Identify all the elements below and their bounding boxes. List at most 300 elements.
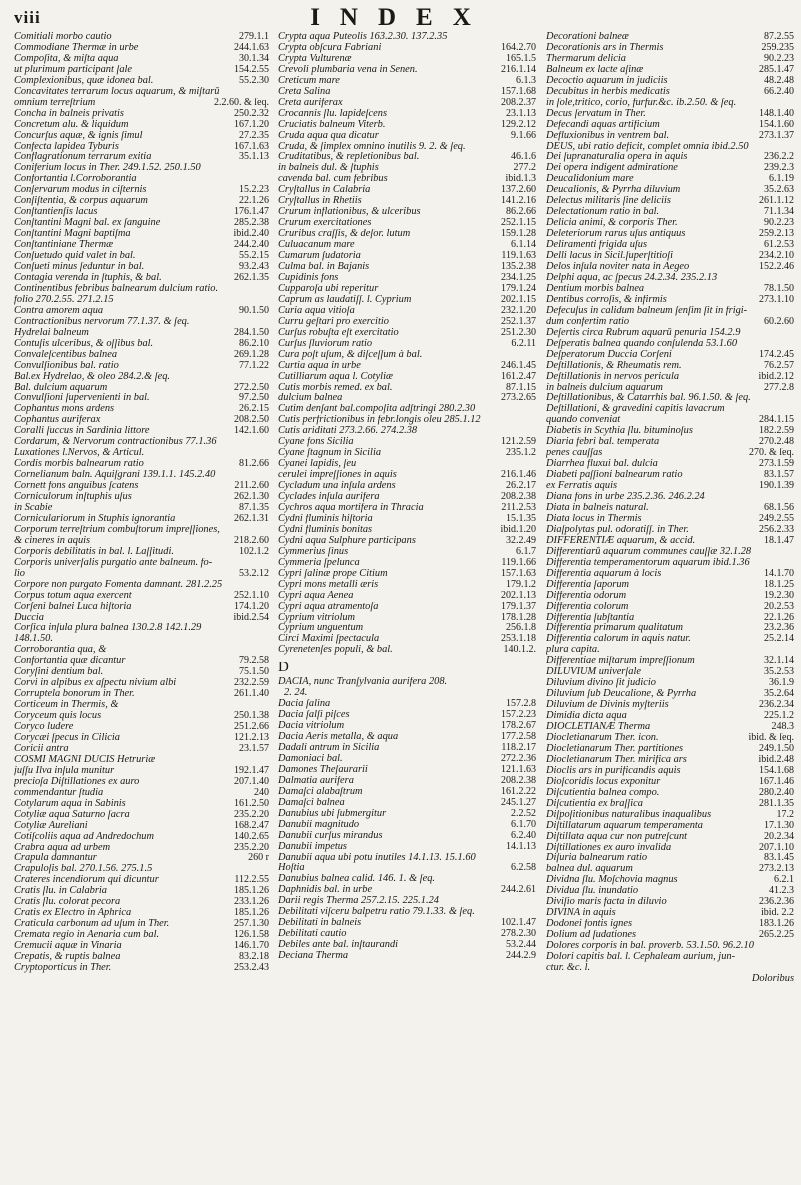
entry-reference: 261.1.12 bbox=[759, 196, 794, 207]
entry-term: Conflagrationum terrarum exitia bbox=[14, 152, 152, 163]
entry-term: Conſuetudo quid valet in bal. bbox=[14, 251, 136, 262]
entry-term: Deucalionis, & Pyrrha diluvium bbox=[546, 185, 681, 196]
index-entry bbox=[14, 98, 269, 109]
entry-reference: 61.2.53 bbox=[764, 240, 794, 251]
index-entry bbox=[278, 404, 536, 415]
entry-reference: 152.2.46 bbox=[759, 262, 794, 273]
index-entry bbox=[278, 536, 536, 547]
entry-reference: 285.1.47 bbox=[759, 64, 794, 75]
entry-term: Crevoli plumbaria vena in Senen. bbox=[278, 64, 418, 75]
entry-term: cavenda bal. cum febribus bbox=[278, 174, 388, 185]
index-entry bbox=[14, 755, 269, 766]
entry-term: dulcium balnea bbox=[278, 393, 343, 404]
entry-term: Decubitus in herbis medicatis bbox=[546, 86, 670, 97]
entry-term: Cremucii aquæ in Vinaria bbox=[14, 941, 122, 952]
entry-term: Diabetis in Scythia ſlu. bituminoſus bbox=[546, 426, 693, 437]
index-entry bbox=[14, 174, 269, 185]
index-entry bbox=[278, 459, 536, 470]
index-entry bbox=[14, 919, 269, 930]
entry-term: Circi Maximi ſpectacula bbox=[278, 634, 380, 645]
entry-reference: 46.1.6 bbox=[511, 152, 536, 163]
index-entry bbox=[278, 558, 536, 569]
index-entry bbox=[546, 273, 794, 284]
entry-reference: 261.1.40 bbox=[234, 689, 269, 700]
entry-reference: 262.1.30 bbox=[234, 492, 269, 503]
entry-term: Corticeum in Thermis, & bbox=[14, 700, 119, 711]
index-entry bbox=[278, 503, 536, 514]
entry-reference: 27.2.35 bbox=[239, 130, 269, 141]
index-entry bbox=[14, 437, 269, 448]
index-entry bbox=[278, 918, 536, 929]
index-entry bbox=[278, 142, 536, 153]
index-entry bbox=[278, 853, 536, 864]
entry-term: Conſervarum modus in ciſternis bbox=[14, 185, 147, 196]
entry-term: Cratis ex Electro in Aphrica bbox=[14, 908, 132, 919]
index-entry bbox=[278, 339, 536, 350]
index-entry bbox=[546, 98, 794, 109]
index-entry bbox=[278, 591, 536, 602]
index-entry bbox=[546, 196, 794, 207]
index-entry bbox=[546, 558, 794, 569]
entry-term: Dacia ſalſi piſces bbox=[278, 710, 350, 721]
entry-reference: 79.2.58 bbox=[239, 656, 269, 667]
entry-term: Conſtantiniane Thermæ bbox=[14, 240, 114, 251]
index-entry bbox=[14, 251, 269, 262]
entry-term: Cutis morbis remed. ex bal. bbox=[278, 382, 393, 393]
entry-reference: 6.1.3 bbox=[516, 75, 536, 86]
entry-term: Corporum terreſtrium combuſtorum impreſſiones, bbox=[14, 524, 220, 535]
entry-reference: ibid.2.12 bbox=[758, 371, 794, 382]
index-column-3 bbox=[546, 32, 794, 985]
entry-reference: 270. & ſeq. bbox=[749, 448, 794, 459]
entry-term: Cratis ſlu. colorat pecora bbox=[14, 897, 121, 908]
index-entry bbox=[546, 207, 794, 218]
index-entry bbox=[14, 875, 269, 886]
entry-term: Cophantus mons ardens bbox=[14, 404, 115, 415]
entry-term: Comitiali morbo cautio bbox=[14, 32, 112, 42]
index-entry bbox=[14, 131, 269, 142]
entry-reference: 161.2.47 bbox=[501, 371, 536, 382]
entry-reference: ibid.2.48 bbox=[758, 754, 794, 765]
entry-reference: 178.2.67 bbox=[501, 721, 536, 732]
index-entry bbox=[14, 229, 269, 240]
index-entry bbox=[546, 952, 794, 963]
entry-term: cerulei impreſſiones in aquis bbox=[278, 470, 397, 481]
index-entry bbox=[546, 437, 794, 448]
index-entry bbox=[546, 580, 794, 591]
index-entry bbox=[278, 262, 536, 273]
entry-term: Corporis debilitatis in bal. l. Laſſitudi. bbox=[14, 546, 174, 557]
index-entry bbox=[546, 481, 794, 492]
entry-reference: 202.1.15 bbox=[501, 294, 536, 305]
entry-term: Dentium morbis balnea bbox=[546, 283, 645, 294]
index-column-2 bbox=[278, 32, 536, 962]
entry-term: Debiles ante bal. inſtaurandi bbox=[278, 940, 399, 951]
entry-reference: 253.2.43 bbox=[234, 963, 269, 974]
entry-reference: 176.1.47 bbox=[234, 207, 269, 218]
entry-term: Differentia primarum qualitatum bbox=[546, 623, 684, 634]
entry-term: Cycladum una inſula ardens bbox=[278, 481, 396, 492]
entry-reference: 23.1.13 bbox=[506, 108, 536, 119]
entry-reference: 119.1.63 bbox=[501, 251, 536, 262]
entry-reference: 256.2.33 bbox=[759, 524, 794, 535]
index-entry bbox=[546, 810, 794, 821]
entry-reference: 253.1.18 bbox=[501, 634, 536, 645]
entry-reference: 77.1.22 bbox=[239, 360, 269, 371]
entry-reference: ibid.1.3 bbox=[505, 174, 536, 185]
entry-reference: 273.2.65 bbox=[501, 393, 536, 404]
entry-term: Diata locus in Thermis bbox=[546, 513, 642, 524]
entry-reference: 2.2.60. & ſeq. bbox=[214, 97, 269, 108]
entry-term: Delectationum ratio in bal. bbox=[546, 207, 660, 218]
index-entry bbox=[546, 43, 794, 54]
entry-reference: 93.2.43 bbox=[239, 262, 269, 273]
entry-term: Dei opera indigent admiratione bbox=[546, 163, 678, 174]
entry-reference: 216.1.46 bbox=[501, 470, 536, 481]
index-entry bbox=[14, 602, 269, 613]
entry-term: Cydni fluminis hiſtoria bbox=[278, 513, 373, 524]
entry-term: juſſu Ilva inſula munitur bbox=[14, 765, 115, 776]
entry-term: Defecuſus in calidum balneum ſenſim ſit in frigi- bbox=[546, 305, 748, 316]
entry-term: Diocletianarum Ther. partitiones bbox=[546, 743, 684, 754]
entry-term: Deucalidonium mare bbox=[546, 174, 634, 185]
entry-reference: 272.2.36 bbox=[501, 753, 536, 764]
entry-term: Dividua ſlu. inundatio bbox=[546, 886, 639, 897]
entry-term: Crypta obſcura Fabriani bbox=[278, 42, 382, 53]
entry-term: Differentia ſubſtantia bbox=[546, 612, 635, 623]
index-entry bbox=[278, 174, 536, 185]
index-entry bbox=[14, 580, 269, 591]
entry-reference: ibid. 2.2 bbox=[760, 908, 794, 919]
entry-reference: 87.1.35 bbox=[239, 502, 269, 513]
entry-reference: 35.2.64 bbox=[764, 689, 794, 700]
entry-reference: 249.1.50 bbox=[759, 743, 794, 754]
entry-term: Diocletianarum Ther. mirifica ars bbox=[546, 754, 687, 765]
entry-term: Debilitati cautio bbox=[278, 929, 347, 940]
entry-term: Dalmatia aurifera bbox=[278, 775, 354, 786]
entry-reference: 246.1.45 bbox=[501, 360, 536, 371]
entry-term: Compoſita, & miſta aqua bbox=[14, 53, 119, 64]
index-entry bbox=[278, 196, 536, 207]
entry-term: Cypri aqua atramentoſa bbox=[278, 601, 379, 612]
index-entry bbox=[546, 372, 794, 383]
entry-reference: 86.2.66 bbox=[506, 207, 536, 218]
entry-term: Corniculariorum in Stuphis ignorantia bbox=[14, 513, 176, 524]
entry-reference: 265.2.25 bbox=[759, 930, 794, 941]
index-entry bbox=[278, 569, 536, 580]
entry-term: Danubii aqua ubi potu inutiles 14.1.13. 15.1.60 bbox=[278, 852, 476, 863]
index-entry bbox=[278, 43, 536, 54]
entry-reference: 112.2.55 bbox=[234, 875, 269, 886]
index-entry bbox=[14, 799, 269, 810]
entry-term: in balneis dul. & ſtuphis bbox=[278, 163, 379, 174]
entry-term: Dioſcoridis locus exponitur bbox=[546, 776, 661, 787]
index-entry bbox=[14, 393, 269, 404]
index-entry bbox=[278, 470, 536, 481]
index-entry bbox=[546, 240, 794, 251]
index-entry bbox=[546, 799, 794, 810]
entry-term: Dentibus corroſis, & infirmis bbox=[546, 294, 667, 305]
index-entry bbox=[14, 404, 269, 415]
index-entry bbox=[278, 152, 536, 163]
index-entry bbox=[14, 908, 269, 919]
entry-reference: 157.1.63 bbox=[501, 568, 536, 579]
index-entry bbox=[546, 328, 794, 339]
entry-term: Cryſtallus in Rhetiis bbox=[278, 196, 362, 207]
entry-reference: 6.1.19 bbox=[769, 174, 794, 185]
entry-term: omnium terreſtrium bbox=[14, 97, 96, 108]
entry-term: DIVINA in aquis bbox=[546, 908, 616, 919]
entry-reference: 262.1.31 bbox=[234, 513, 269, 524]
entry-reference: 157.1.68 bbox=[501, 86, 536, 97]
entry-term: Cymmerius ſinus bbox=[278, 546, 349, 557]
entry-term: Cumarum ſudatoria bbox=[278, 251, 361, 262]
entry-term: Curſus ſluviorum ratio bbox=[278, 338, 373, 349]
entry-term: Corvi in alpibus ex aſpectu nivium albi bbox=[14, 678, 177, 689]
entry-reference: 234.1.25 bbox=[501, 272, 536, 283]
index-entry bbox=[546, 591, 794, 602]
index-entry bbox=[278, 98, 536, 109]
entry-reference: 174.2.45 bbox=[759, 349, 794, 360]
entry-term: Cutilliarum aqua l. Cotyliæ bbox=[278, 371, 393, 382]
entry-term: Corroborantia qua, & bbox=[14, 645, 107, 656]
entry-reference: 174.1.20 bbox=[234, 601, 269, 612]
entry-reference: 6.2.40 bbox=[511, 830, 536, 841]
entry-term: Deſertis circa Rubrum aquarū penuria 154.2.9 bbox=[546, 327, 741, 338]
entry-term: Cydni aqua Sulphure participans bbox=[278, 535, 416, 546]
entry-reference: 6.2.58 bbox=[511, 863, 536, 874]
entry-reference: 250.1.38 bbox=[234, 711, 269, 722]
entry-term: & cineres in aquis bbox=[14, 535, 91, 546]
entry-reference: 244.2.9 bbox=[506, 951, 536, 962]
entry-reference: 6.1.14 bbox=[511, 240, 536, 251]
entry-reference: 20.2.34 bbox=[764, 831, 794, 842]
entry-reference: 66.2.40 bbox=[764, 86, 794, 97]
entry-term: Conſiſtentia, & corpus aquarum bbox=[14, 196, 148, 207]
index-entry bbox=[14, 262, 269, 273]
entry-term: quando conveniat bbox=[546, 415, 621, 426]
entry-term: Diviſio maris facta in diluvio bbox=[546, 897, 667, 908]
entry-reference: 154.2.55 bbox=[234, 64, 269, 75]
entry-term: Delicia animi, & corporis Ther. bbox=[546, 218, 678, 229]
entry-term: Damaſci alabaſtrum bbox=[278, 786, 363, 797]
entry-term: Contuſis ulceribus, & oſſibus bal. bbox=[14, 338, 154, 349]
index-entry bbox=[278, 109, 536, 120]
index-entry bbox=[546, 503, 794, 514]
index-entry bbox=[546, 832, 794, 843]
entry-term: Cypri ſalinæ prope Citium bbox=[278, 568, 388, 579]
entry-reference: 259.235 bbox=[761, 42, 794, 53]
entry-term: Diaria febri bal. temperata bbox=[546, 437, 660, 448]
entry-reference: 71.1.34 bbox=[764, 207, 794, 218]
index-entry bbox=[546, 853, 794, 864]
entry-term: precioſa Diſtillationes ex auro bbox=[14, 776, 140, 787]
entry-reference: 235.2.20 bbox=[234, 842, 269, 853]
entry-term: Deſtillationibus, & Catarrhis bal. 96.1.50. & ſeq. bbox=[546, 393, 751, 404]
index-entry bbox=[278, 732, 536, 743]
page-title: INDEX bbox=[310, 4, 491, 31]
entry-term: Defluxionibus in ventrem bal. bbox=[546, 130, 670, 141]
index-entry bbox=[546, 864, 794, 875]
entry-term: Crapula damnantur bbox=[14, 853, 97, 864]
index-entry bbox=[14, 733, 269, 744]
entry-reference: 208.2.50 bbox=[234, 415, 269, 426]
index-entry bbox=[546, 262, 794, 273]
entry-reference: 236.2.36 bbox=[759, 897, 794, 908]
entry-term: Diata in balneis natural. bbox=[546, 502, 649, 513]
entry-term: Cotiſcoliis aqua ad Andredochum bbox=[14, 831, 154, 842]
entry-term: Daphnidis bal. in urbe bbox=[278, 885, 373, 896]
entry-term: Coniferium locus in Ther. 249.1.52. 250.1.50 bbox=[14, 163, 201, 174]
entry-reference: 118.2.17 bbox=[501, 743, 536, 753]
entry-term: Crypta aqua Puteolis 163.2.30. 137.2.35 bbox=[278, 32, 448, 42]
entry-reference: 179.1.37 bbox=[501, 601, 536, 612]
entry-term: Corſica inſula plura balnea 130.2.8 142.1.29 bbox=[14, 623, 202, 634]
index-entry bbox=[546, 941, 794, 952]
index-entry bbox=[546, 32, 794, 43]
entry-term: Debilitati in balneis bbox=[278, 918, 362, 929]
entry-reference: 273.1.10 bbox=[759, 294, 794, 305]
entry-term: Diarrhea fluxui bal. dulcia bbox=[546, 459, 658, 470]
entry-reference: 252.1.37 bbox=[501, 316, 536, 327]
entry-reference: 25.2.14 bbox=[764, 634, 794, 645]
index-entry bbox=[14, 32, 269, 43]
entry-reference: 41.2.3 bbox=[769, 886, 794, 897]
entry-reference: 277.2.8 bbox=[764, 382, 794, 393]
index-entry bbox=[546, 634, 794, 645]
index-entry bbox=[278, 613, 536, 624]
entry-term: Corſeni balnei Luca hiſtoria bbox=[14, 601, 132, 612]
entry-term: Bal.ex Hydrelao, & oleo 284.2.& ſeq. bbox=[14, 371, 171, 382]
entry-reference: 48.2.48 bbox=[764, 75, 794, 86]
entry-reference: 129.2.12 bbox=[501, 119, 536, 130]
index-entry bbox=[278, 743, 536, 754]
index-entry bbox=[278, 547, 536, 558]
entry-term: Diſcutientia balnea compo. bbox=[546, 787, 660, 798]
entry-term: ut plurimum participant ſale bbox=[14, 64, 133, 75]
index-entry bbox=[278, 328, 536, 339]
index-entry bbox=[546, 700, 794, 711]
entry-reference: 161.2.22 bbox=[501, 786, 536, 797]
index-entry bbox=[546, 536, 794, 547]
entry-reference: 218.2.60 bbox=[234, 535, 269, 546]
index-entry bbox=[278, 87, 536, 98]
index-entry bbox=[14, 109, 269, 120]
index-entry bbox=[278, 295, 536, 306]
entry-reference: 167.1.46 bbox=[759, 776, 794, 787]
entry-reference: 167.1.63 bbox=[234, 141, 269, 152]
index-entry bbox=[546, 350, 794, 361]
entry-reference: 102.1.47 bbox=[501, 918, 536, 929]
index-entry bbox=[546, 306, 794, 317]
index-entry bbox=[546, 284, 794, 295]
entry-term: Damones Theſaurarii bbox=[278, 764, 368, 775]
index-entry bbox=[14, 87, 269, 98]
page-number: viii bbox=[14, 8, 41, 27]
index-entry bbox=[546, 393, 794, 404]
index-entry bbox=[14, 864, 269, 875]
entry-term: Differentia calorum in aquis natur. bbox=[546, 634, 691, 645]
entry-term: Corruptela bonorum in Ther. bbox=[14, 689, 135, 700]
entry-term: Deliramenti frigida uſus bbox=[546, 240, 648, 251]
index-entry bbox=[278, 787, 536, 798]
index-entry bbox=[546, 733, 794, 744]
entry-term: 148.1.50. bbox=[14, 634, 53, 645]
entry-term: Danubii impetus bbox=[278, 841, 347, 852]
index-entry bbox=[14, 361, 269, 372]
entry-term: Culuacanum mare bbox=[278, 240, 355, 251]
entry-reference: 17.2 bbox=[776, 809, 794, 820]
entry-term: Dolium ad ſudationes bbox=[546, 930, 637, 941]
entry-term: Crabra aqua ad urbem bbox=[14, 842, 111, 853]
index-entry bbox=[14, 711, 269, 722]
index-entry bbox=[546, 963, 794, 974]
entry-term: Conſtantini Magni bal. ex ſanguine bbox=[14, 218, 161, 229]
entry-term: Cruribus craſſis, & deſor. lutum bbox=[278, 229, 411, 240]
entry-term: Decorationis ars in Thermis bbox=[546, 42, 664, 53]
index-entry bbox=[546, 109, 794, 120]
index-entry bbox=[546, 886, 794, 897]
entry-reference: 249.2.55 bbox=[759, 513, 794, 524]
index-entry bbox=[278, 448, 536, 459]
entry-term: Concha in balneis privatis bbox=[14, 108, 124, 119]
entry-term: Cratis ſlu. in Calabria bbox=[14, 886, 107, 897]
entry-reference: ibid. & ſeq. bbox=[748, 733, 794, 743]
entry-reference: 207.1.40 bbox=[234, 776, 269, 787]
entry-reference: 53.2.12 bbox=[239, 568, 269, 579]
index-entry bbox=[14, 207, 269, 218]
entry-reference: 190.1.39 bbox=[759, 481, 794, 492]
index-entry bbox=[546, 843, 794, 854]
entry-reference: 15.1.35 bbox=[506, 513, 536, 524]
entry-term: Differentiae miſtarum impreſſionum bbox=[546, 656, 695, 667]
entry-reference: 244.2.40 bbox=[234, 240, 269, 251]
entry-term: Danubii magnitudo bbox=[278, 819, 360, 830]
entry-term: Dacia vitriolum bbox=[278, 721, 345, 732]
index-entry bbox=[14, 613, 269, 624]
index-entry bbox=[546, 744, 794, 755]
entry-reference: 121.2.59 bbox=[501, 437, 536, 448]
entry-term: Cotyliæ aqua Saturno ſacra bbox=[14, 809, 130, 820]
index-entry bbox=[546, 974, 794, 985]
index-entry bbox=[14, 744, 269, 755]
entry-term: Cryptoporticus in Ther. bbox=[14, 963, 112, 974]
index-entry bbox=[14, 317, 269, 328]
entry-term: Caprum as laudatiſſ. l. Cyprium bbox=[278, 294, 412, 305]
index-entry bbox=[278, 765, 536, 776]
entry-term: Cutis perfrictionibus in febr.longis oleu 285.1.12 bbox=[278, 415, 481, 426]
entry-reference: 20.2.53 bbox=[764, 601, 794, 612]
index-entry bbox=[14, 821, 269, 832]
entry-reference: 18.1.47 bbox=[764, 535, 794, 546]
entry-reference: 83.1.45 bbox=[764, 853, 794, 864]
index-entry bbox=[278, 372, 536, 383]
entry-term: Differentiarū aquarum communes cauſſæ 32.1.28 bbox=[546, 546, 752, 557]
index-entry bbox=[14, 163, 269, 174]
index-entry bbox=[278, 820, 536, 831]
entry-term: Hydrelai balneum bbox=[14, 327, 89, 338]
index-entry bbox=[546, 174, 794, 185]
entry-term: Cyrenetenſes populi, & bal. bbox=[278, 645, 393, 656]
index-entry bbox=[546, 656, 794, 667]
entry-reference: 159.1.28 bbox=[501, 229, 536, 240]
index-entry bbox=[278, 831, 536, 842]
entry-reference: 278.2.30 bbox=[501, 929, 536, 940]
entry-reference: 273.1.37 bbox=[759, 130, 794, 141]
entry-reference: 244.2.61 bbox=[501, 885, 536, 896]
entry-reference: 280.2.40 bbox=[759, 787, 794, 798]
index-entry bbox=[278, 273, 536, 284]
